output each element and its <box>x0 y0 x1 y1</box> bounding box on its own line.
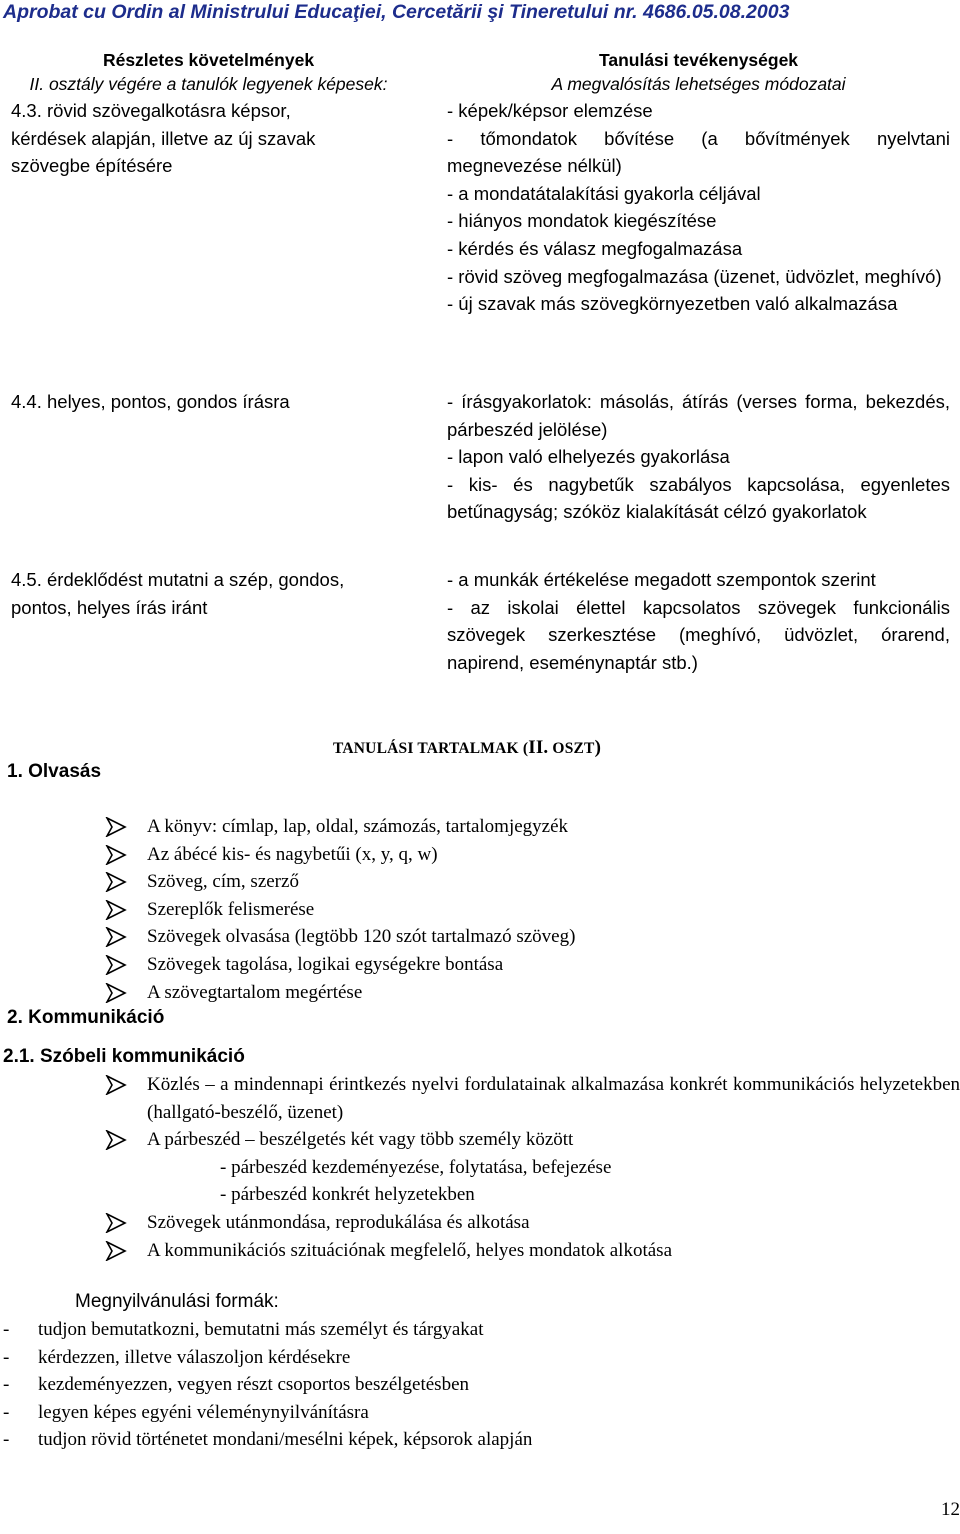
requirement-line: 4.4. helyes, pontos, gondos írásra <box>11 391 290 412</box>
requirement-line: szövegbe építésére <box>11 155 173 177</box>
reading-heading: 1. Olvasás <box>7 761 102 782</box>
list-item: - tudjon bemutatkozni, bemutatni más személyt és tárgyakat <box>3 1316 703 1344</box>
activity-item: - kérdés és válasz megfogalmazása <box>447 237 743 259</box>
arrow-bullet-icon <box>105 872 127 892</box>
forms-heading: Megnyilvánulási formák: <box>75 1291 279 1312</box>
arrow-bullet-icon <box>105 1130 127 1150</box>
arrow-bullet-icon <box>105 955 127 975</box>
activity-item: - képek/képsor elemzése <box>447 100 653 121</box>
requirement-line: 4.5. érdeklődést mutatni a szép, gondos, <box>11 569 345 590</box>
list-item: Szöveg, cím, szerző <box>105 868 960 896</box>
activity-item: - új szavak más szövegkörnyezetben való alkalmazása <box>447 293 898 315</box>
list-item: Az ábécé kis- és nagybetűi (x, y, q, w) <box>105 841 960 869</box>
dash-bullet: - <box>3 1401 10 1423</box>
list-item: Szereplők felismerése <box>105 896 960 924</box>
activity-item: - a mondatátalakítási gyakorla céljával <box>447 182 761 204</box>
document-header: Aprobat cu Ordin al Ministrului Educaţiei, Cercetării şi Tineretului nr. 4686.05.08.2003 <box>3 1 790 23</box>
communication-heading: 2. Kommunikáció <box>7 1007 165 1028</box>
activity-item: - rövid szöveg megfogalmazása (üzenet, üdvözlet, meghívó) <box>447 265 942 287</box>
list-item: A könyv: címlap, lap, oldal, számozás, tartalomjegyzék <box>105 813 960 841</box>
list-item: - kezdeményezzen, vegyen részt csoportos beszélgetésben <box>3 1371 703 1399</box>
section-title-part: TANULÁSI TARTALMAK ( <box>333 740 529 757</box>
list-subitem: - párbeszéd konkrét helyzetekben <box>220 1184 475 1206</box>
dash-bullet: - <box>3 1319 10 1340</box>
right-head-subtitle: A megvalósítás lehetséges módozatai <box>551 74 846 94</box>
activity-item: - hiányos mondatok kiegészítése <box>447 210 717 232</box>
left-head-subtitle: II. osztály végére a tanulók legyenek képesek: <box>29 74 388 94</box>
list-item: A párbeszéd – beszélgetés két vagy több személy között <box>105 1126 960 1154</box>
arrow-bullet-icon <box>105 817 127 837</box>
forms-list <box>3 1316 703 1454</box>
section-title-part: ) <box>594 737 602 758</box>
section-title <box>333 734 601 763</box>
arrow-bullet-icon <box>105 1241 127 1261</box>
list-item: Közlés – a mindennapi érintkezés nyelvi fordulatainak alkalmazása konkrét kommunikációs helyzetekben (hallgató-beszélő, üzenet) <box>105 1071 960 1126</box>
right-head-title: Tanulási tevékenységek <box>598 50 799 70</box>
requirement-line: 4.3. rövid szövegalkotásra képsor, <box>11 100 291 121</box>
activity-item: - kis- és nagybetűk szabályos kapcsolása, egyenletes betűnagyság; szóköz kialakítását célzó gyakorlatok <box>447 473 950 523</box>
arrow-bullet-icon <box>105 845 127 865</box>
requirement-line: kérdések alapján, illetve az új szavak <box>11 127 316 149</box>
activity-item: - a munkák értékelése megadott szempontok szerint <box>447 569 876 590</box>
list-item: Szövegek utánmondása, reprodukálása és alkotása <box>105 1209 960 1237</box>
list-item: - kérdezzen, illetve válaszoljon kérdésekre <box>3 1344 703 1372</box>
activity-item: - az iskolai élettel kapcsolatos szövegek funkcionális szövegek szerkesztése (meghívó, üdvözlet, órarend, napirend, eseménynaptár stb.) <box>447 596 950 673</box>
oral-communication-heading: 2.1. Szóbeli kommunikáció <box>3 1046 245 1067</box>
list-item: A szövegtartalom megértése <box>105 979 960 1007</box>
dash-bullet: - <box>3 1346 10 1368</box>
arrow-bullet-icon <box>105 900 127 920</box>
list-subitem: - párbeszéd kezdeményezése, folytatása, befejezése <box>220 1156 612 1178</box>
list-item: Szövegek olvasása (legtöbb 120 szót tartalmazó szöveg) <box>105 923 960 951</box>
page-number: 12 <box>941 1499 960 1520</box>
list-item: - legyen képes egyéni véleménynyilvánításra <box>3 1399 703 1427</box>
section-title-part: II. <box>528 737 549 758</box>
dash-bullet: - <box>3 1374 10 1396</box>
requirement-line: pontos, helyes írás iránt <box>11 596 208 618</box>
dash-bullet: - <box>3 1429 10 1451</box>
arrow-bullet-icon <box>105 983 127 1003</box>
arrow-bullet-icon <box>105 927 127 947</box>
section-title-part: OSZT <box>548 740 595 757</box>
list-item: A kommunikációs szituációnak megfelelő, helyes mondatok alkotása <box>105 1237 960 1265</box>
list-item: - tudjon rövid történetet mondani/mesélni képek, képsorok alapján <box>3 1426 703 1454</box>
communication-list <box>105 1071 960 1264</box>
activity-item: - lapon való elhelyezés gyakorlása <box>447 446 730 468</box>
left-head-title: Részletes követelmények <box>102 50 315 70</box>
arrow-bullet-icon <box>105 1075 127 1095</box>
arrow-bullet-icon <box>105 1213 127 1233</box>
list-item: Szövegek tagolása, logikai egységekre bontása <box>105 951 960 979</box>
reading-list <box>105 813 960 1006</box>
activity-item: - tőmondatok bővítése (a bővítmények nyelvtani megnevezése nélkül) <box>447 127 950 177</box>
activity-item: - írásgyakorlatok: másolás, átírás (verses forma, bekezdés, párbeszéd jelölése) <box>447 391 950 440</box>
